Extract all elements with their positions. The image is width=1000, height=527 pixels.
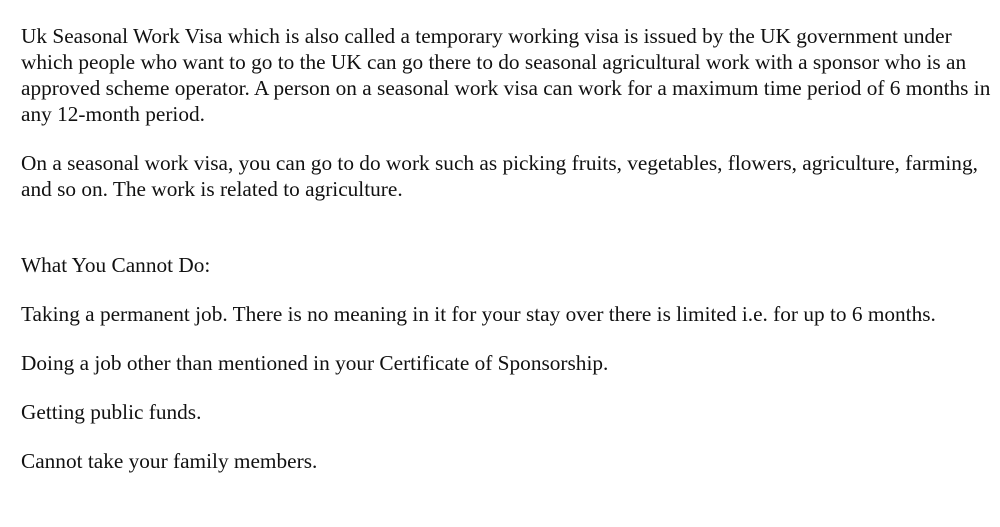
intro-paragraph: Uk Seasonal Work Visa which is also called a temporary working visa is issued by the UK government under which people who want to go to the UK can go there to do seasonal agricultural work with a sponsor who is an approved scheme operator. A person on a seasonal work visa can work for a maximum time period of 6 months in any 12-month period. bbox=[21, 24, 991, 126]
cannot-do-heading: What You Cannot Do: bbox=[21, 253, 211, 277]
cannot-do-item-other-job: Doing a job other than mentioned in your Certificate of Sponsorship. bbox=[21, 351, 609, 375]
cannot-do-item-public-funds: Getting public funds. bbox=[21, 400, 202, 424]
cannot-do-item-family: Cannot take your family members. bbox=[21, 449, 318, 473]
section-spacer bbox=[21, 225, 991, 252]
cannot-do-item-permanent-job: Taking a permanent job. There is no meaning in it for your stay over there is limited i.e. for up to 6 months. bbox=[21, 302, 936, 326]
article-body bbox=[21, 23, 991, 497]
work-paragraph: On a seasonal work visa, you can go to do work such as picking fruits, vegetables, flowers, agriculture, farming, and so on. The work is related to agriculture. bbox=[21, 151, 978, 201]
